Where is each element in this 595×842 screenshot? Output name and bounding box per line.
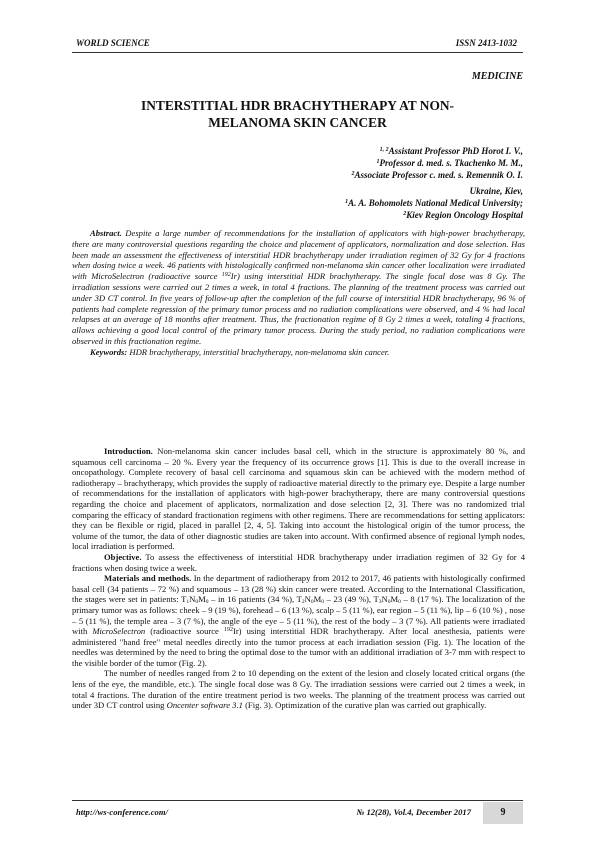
device-name: MicroSelectron (92, 626, 146, 637)
abstract-block (72, 228, 525, 358)
footer-url: http://ws-conference.com/ (76, 807, 168, 817)
software-name: Oncenter software 3.1 (166, 700, 243, 711)
article-title: INTERSTITIAL HDR BRACHYTHERAPY AT NON-MELANOMA SKIN CANCER (141, 98, 454, 130)
author-list (352, 145, 524, 181)
intro-label: Introduction. (104, 446, 153, 456)
objective-label: Objective. (104, 551, 142, 562)
header-rule (72, 52, 523, 53)
intro-paragraph: Introduction. Non-melanoma skin cancer includes basal cell, which in the structure is approximately 80 %, and squamous cell carcinoma – 20 %. Every year the frequency of its occurrence grows [1]. This is due to the overall increase in oncopathology. Complete recovery of basal cell carcinoma and squamous skin can be achieved with the modern method of radiotherapy – brachytherapy, which provides the supply of radioactive material directly to the primary eye. Despite a large number of recommendations for the installation of applicators with high-power brachytherapy, there are many controversial questions regarding the choice and placement of applicators, normalization and dose selection [2, 3]. There was no randomized trial comparing the efficacy of standard fractionation regimens with other regimens. There are recommendations for setting applicators: they can be flexible or rigid, placed in parallel [2, 4, 5]. Taking into account the histological origin of the tumor process, the volume of the tumor, the data of other diagnostic studies are taken into account. With confirmed absence of regional lymph nodes, local irradiation is performed. (72, 446, 525, 552)
running-header (72, 38, 523, 52)
affiliations (345, 185, 523, 221)
author-3: $^2$Associate Professor c. med. s. Remennik O. I. (351, 170, 523, 180)
author-1: $^{1, 2}$Assistant Professor PhD Horot I. V., (379, 146, 523, 156)
article-body (72, 446, 525, 711)
footer-issue: № 12(28), Vol.4, December 2017 (356, 807, 471, 817)
footer-rule (72, 800, 523, 801)
methods-label: Materials and methods. (104, 573, 192, 584)
issn: ISSN 2413-1032 (455, 38, 517, 48)
abstract-label: Abstract. (90, 228, 122, 238)
journal-name: WORLD SCIENCE (76, 38, 150, 48)
affiliation-1: $^1$A. A. Bohomolets National Medical University; (345, 198, 523, 208)
running-footer (72, 802, 523, 826)
keywords-label: Keywords: (90, 346, 128, 357)
needles-paragraph: The number of needles ranged from 2 to 10 depending on the extent of the lesion and closely located critical organs (the lens of the eye, the mandible, etc.). The single focal dose was 8 Gy. The irradiation sessions were carried out 2 times a week, in total 4 fractions. The duration of the entire treatment period is two weeks. The planning of the treatment process was carried out under 3D CT control using Oncenter software 3.1 (Fig. 3). Optimization of the curative plan was carried out graphically. (72, 668, 525, 711)
abstract-paragraph: Abstract. Despite a large number of recommendations for the installation of applicators with high-power brachytherapy, there are many controversial questions regarding the choice and placement of applicators, normalization and dose selection. Has been made an assessment the effectiveness of interstitial HDR brachytherapy under irradiation regimen of 32 Gy for 4 fractions when dosing twice a week. 46 patients with histologically confirmed non-melanoma skin cancer other localization were irradiated with MicroSelectron (radioactive source $^{192}$Ir) using interstitial HDR brachytherapy. The single focal dose was 8 Gy. The irradiation sessions were carried out 2 times a week, in total 4 fractions. The planning of the treatment process was carried out under 3D CT control. In five years of follow-up after the completion of the full course of interstitial HDR brachytherapy, 96 % of patients had complete regression of the primary tumor process and no radiation complications were observed, and 4 % had local relapses at an average of 18 months after treatment. Thus, the fractionation regime of 8 Gy 2 times a week, totaling 4 fractions, allows achieving a good local control of the primary tumor process. During the study period, no radiation complications were observed in this fractionation regime. (72, 228, 526, 346)
page-number: 9 (483, 802, 523, 824)
methods-paragraph: Materials and methods. In the department of radiotherapy from 2012 to 2017, 46 patients with histologically confirmed basal cell (34 patients – 72 %) and squamous – 13 (28 %) skin cancer were treated. According to the International Classification, the stages were set in patients: T1N0M0 – in 16 patients (34 %), T2N0M0 – 23 (49 %), T3N0M0 – 8 (17 %). The localization of the primary tumor was as follows: cheek – 9 (19 %), forehead – 6 (13 %), scalp – 5 (11 %), ear region – 5 (11 %), lip – 6 (10 %) , nose – 5 (11 %), the temple area – 3 (7 %), the angle of the eye – 5 (11 %), the rest of the body – 3 (7 %). All patients were irradiated with MicroSelectron (radioactive source $^{192}$Ir) using interstitial HDR brachytherapy. After local anesthesia, patients were administered "hand free" metal needles directly into the tumor process at each irradiation session (Fig. 1). The location of the needles was determined by the need to bring the optimal dose to the tumor with an additional irradiation of 3-7 mm with respect to the visible border of the tumor (Fig. 2). (72, 573, 526, 668)
objective-paragraph: Objective. To assess the effectiveness of interstitial HDR brachytherapy under irradiation regimen of 32 Gy for 4 fractions when dosing twice a week. (72, 551, 525, 573)
affiliation-2: $^2$Kiev Region Oncology Hospital (403, 210, 523, 220)
section-label: MEDICINE (471, 71, 523, 82)
author-2: $^1$Professor d. med. s. Tkachenko M. M., (376, 158, 523, 168)
affiliation-location: Ukraine, Kiev, (469, 186, 523, 196)
keywords-paragraph: Keywords: HDR brachytherapy, interstitial brachytherapy, non-melanoma skin cancer. (90, 346, 390, 357)
